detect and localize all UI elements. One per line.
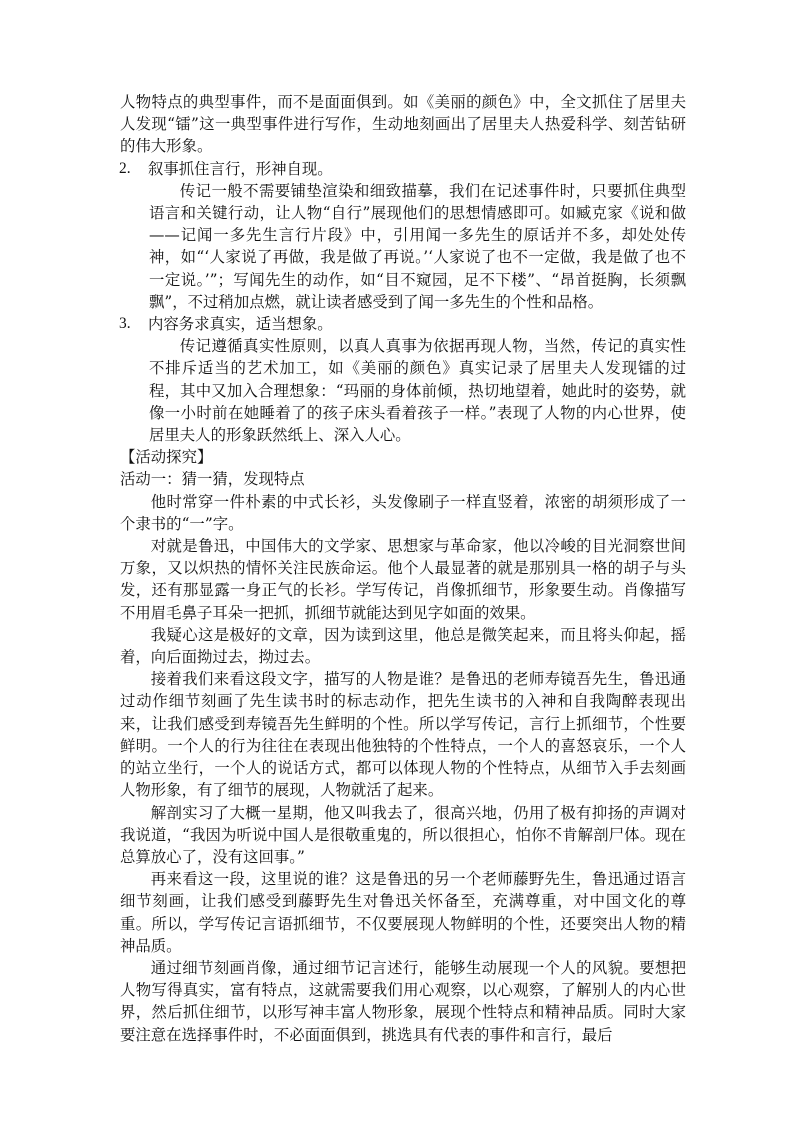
paragraph: 传记一般不需要铺垫渲染和细致描摹，我们在记述事件时，只要抓住典型语言和关键行动，让人物“自行”展现他们的思想情感即可。如臧克家《说和做——记闻一多先生言行片段》中，引用闻一多先生的原话并不多，却处处传神，如“‘人家说了再做，我是做了再说。’‘人家说了也不一定做，我是做了也不一定说。’”；写闻先生的动作，如“目不窥园，足不下楼”、“昂首挺胸，长须飘飘”，不过稍加点燃，就让读者感受到了闻一多先生的个性和品格。 <box>149 181 686 311</box>
paragraph: 对就是鲁迅，中国伟大的文学家、思想家与革命家，他以冷峻的目光洞察世间万象，又以炽热的情怀关注民族命运。他个人最显著的就是那别具一格的胡子与头发，还有那显露一身正气的长衫。学写传记，肖像抓细节，形象要生动。肖像描写不用眉毛鼻子耳朵一把抓，抓细节就能达到见字如面的效果。 <box>120 537 686 622</box>
paragraph: 解剖实习了大概一星期，他又叫我去了，很高兴地，仍用了极有抑扬的声调对我说道，“我因为听说中国人是很敬重鬼的，所以很担心，怕你不肯解剖尸体。现在总算放心了，没有这回事。” <box>120 803 686 866</box>
list-number: 3. <box>119 315 131 333</box>
paragraph: 通过细节刻画肖像，通过细节记言述行，能够生动展现一个人的风貌。要想把人物写得真实，富有特点，这就需要我们用心观察，以心观察，了解别人的内心世界，然后抓住细节，以形写神丰富人物形象，展现个性特点和精神品质。同时大家要注意在选择事件时，不必面面俱到，挑选具有代表的事件和言行，最后 <box>120 958 686 1044</box>
list-number: 2. <box>119 159 131 177</box>
activity-title: 活动一：猜一猜，发现特点 <box>120 470 305 489</box>
paragraph: 我疑心这是极好的文章，因为读到这里，他总是微笑起来，而且将头仰起，摇着，向后面拗过去，拗过去。 <box>120 625 686 667</box>
list-item-heading: 内容务求真实，适当想象。 <box>148 315 333 334</box>
paragraph: 接着我们来看这段文字，描写的人物是谁？是鲁迅的老师寿镜吾先生，鲁迅通过动作细节刻画了先生读书时的标志动作，把先生读书的入神和自我陶醉表现出来，让我们感受到寿镜吾先生鲜明的个性。所以学写传记，言行上抓细节，个性要鲜明。一个人的行为往往在表现出他独特的个性特点，一个人的喜怒哀乐，一个人的站立坐行，一个人的说话方式，都可以体现人物的个性特点，从细节入手去刻画人物形象，有了细节的展现，人物就活了起来。 <box>120 670 686 800</box>
list-item-body <box>120 335 686 446</box>
paragraph: 传记遵循真实性原则，以真人真事为依据再现人物，当然，传记的真实性不排斥适当的艺术加工，如《美丽的颜色》真实记录了居里夫人发现镭的过程，其中又加入合理想象：“玛丽的身体前倾，热切地望着，她此时的姿势，就像一小时前在她睡着了的孩子床头看着孩子一样。”表现了人物的内心世界，使居里夫人的形象跃然纸上、深入人心。 <box>149 337 686 445</box>
list-item-3 <box>119 313 686 335</box>
paragraph: 他时常穿一件朴素的中式长衫，头发像刷子一样直竖着，浓密的胡须形成了一个隶书的“一”字。 <box>120 492 686 533</box>
paragraph: 再来看这一段，这里说的谁？这是鲁迅的另一个老师藤野先生，鲁迅通过语言细节刻画，让我们感受到藤野先生对鲁迅关怀备至，充满尊重，对中国文化的尊重。所以，学写传记言语抓细节，不仅要展现人物鲜明的个性，还要突出人物的精神品质。 <box>120 870 686 955</box>
section-heading: 【活动探究】 <box>120 448 213 467</box>
list-item-2 <box>119 158 686 180</box>
document-body <box>120 91 686 1046</box>
list-item-heading: 叙事抓住言行，形神自现。 <box>148 159 333 178</box>
paragraph-continuation: 人物特点的典型事件，而不是面面俱到。如《美丽的颜色》中，全文抓住了居里夫人发现“镭”这一典型事件进行写作，生动地刻画出了居里夫人热爱科学、刻苦钻研的伟大形象。 <box>120 93 686 156</box>
list-item-body <box>120 180 686 313</box>
